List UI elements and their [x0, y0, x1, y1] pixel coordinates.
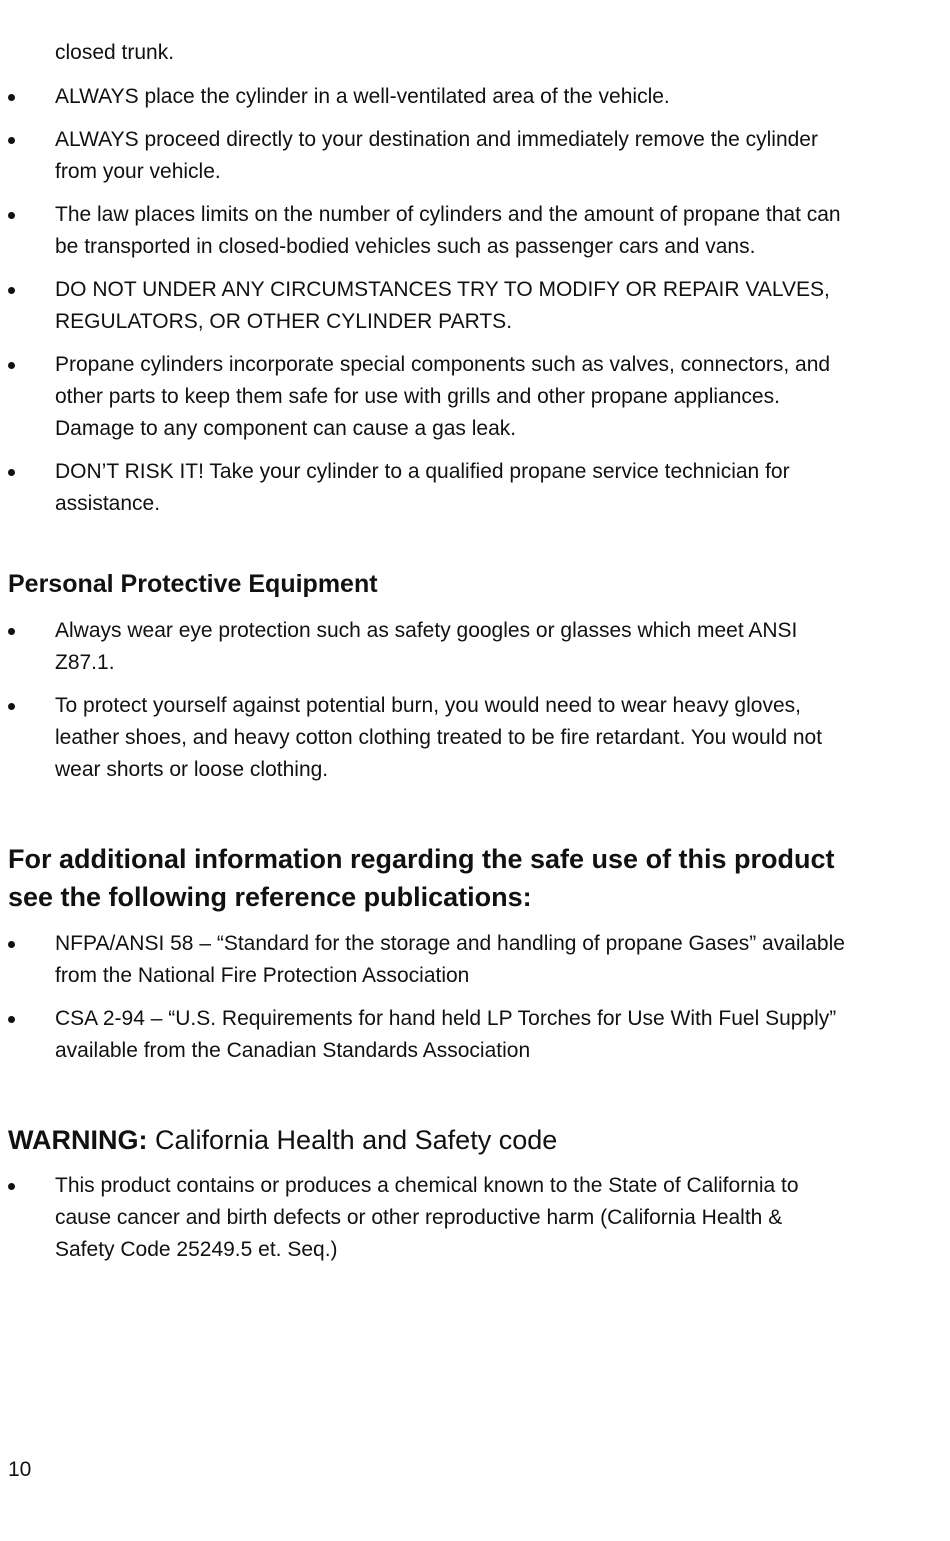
list-item: [0, 1003, 845, 1067]
list-item-text: DON’T RISK IT! Take your cylinder to a qualified propane service technician for assistance.: [55, 460, 790, 515]
ppe-heading: Personal Protective Equipment: [8, 570, 378, 598]
bullet-icon: [8, 212, 15, 219]
bullet-icon: [8, 362, 15, 369]
list-item-text: To protect yourself against potential burn, you would need to wear heavy gloves, leather shoes, and heavy cotton clothing treated to be fire retardant. You would not wear shorts or loose clothing.: [55, 694, 823, 781]
list-item: [0, 349, 845, 445]
bullet-icon: [8, 703, 15, 710]
list-item-text: The law places limits on the number of cylinders and the amount of propane that can be transported in closed-bodied vehicles such as passenger cars and vans.: [55, 203, 841, 258]
list-item-text: Always wear eye protection such as safety googles or glasses which meet ANSI Z87.1.: [55, 619, 798, 674]
bullet-icon: [8, 94, 15, 101]
list-item: [0, 274, 845, 338]
list-item-text: CSA 2-94 – “U.S. Requirements for hand held LP Torches for Use With Fuel Supply” available from the Canadian Standards Association: [55, 1007, 837, 1062]
list-item: [0, 199, 845, 263]
list-item-text: ALWAYS place the cylinder in a well-ventilated area of the vehicle.: [55, 85, 670, 108]
references-bullet-list: [0, 928, 880, 1078]
warning-label: WARNING:: [8, 1125, 148, 1155]
bullet-icon: [8, 469, 15, 476]
warning-title: California Health and Safety code: [155, 1125, 558, 1155]
bullet-icon: [8, 287, 15, 294]
bullet-icon: [8, 1016, 15, 1023]
bullet-icon: [8, 1183, 15, 1190]
list-item-text: Propane cylinders incorporate special components such as valves, connectors, and other parts to keep them safe for use with grills and other propane appliances. Damage to any component can cause a gas leak.: [55, 353, 831, 440]
references-heading: For additional information regarding the safe use of this product see the following reference publications:: [8, 844, 835, 912]
list-item-text: ALWAYS proceed directly to your destination and immediately remove the cylinder from your vehicle.: [55, 128, 818, 183]
list-item: [0, 928, 845, 992]
list-item: [0, 124, 845, 188]
bullet-icon: [8, 628, 15, 635]
list-item: [0, 615, 845, 679]
transport-bullet-list: [0, 81, 880, 531]
list-item-text: This product contains or produces a chemical known to the State of California to cause cancer and birth defects or other reproductive harm (California Health & Safety Code 25249.5 et. Seq.): [55, 1174, 799, 1261]
warning-heading: [8, 1122, 557, 1158]
list-item-text: DO NOT UNDER ANY CIRCUMSTANCES TRY TO MODIFY OR REPAIR VALVES, REGULATORS, OR OTHER CYLINDER PARTS.: [55, 278, 830, 333]
list-item-text: NFPA/ANSI 58 – “Standard for the storage and handling of propane Gases” available from the National Fire Protection Association: [55, 932, 845, 987]
list-item: [0, 690, 845, 786]
bullet-icon: [8, 941, 15, 948]
list-item: [0, 456, 845, 520]
ppe-bullet-list: [0, 615, 880, 797]
list-item: [0, 81, 845, 113]
list-item: [0, 1170, 845, 1266]
continuation-text: closed trunk.: [55, 41, 175, 64]
warning-bullet-list: [0, 1170, 880, 1277]
page-number: 10: [8, 1458, 32, 1481]
bullet-icon: [8, 137, 15, 144]
